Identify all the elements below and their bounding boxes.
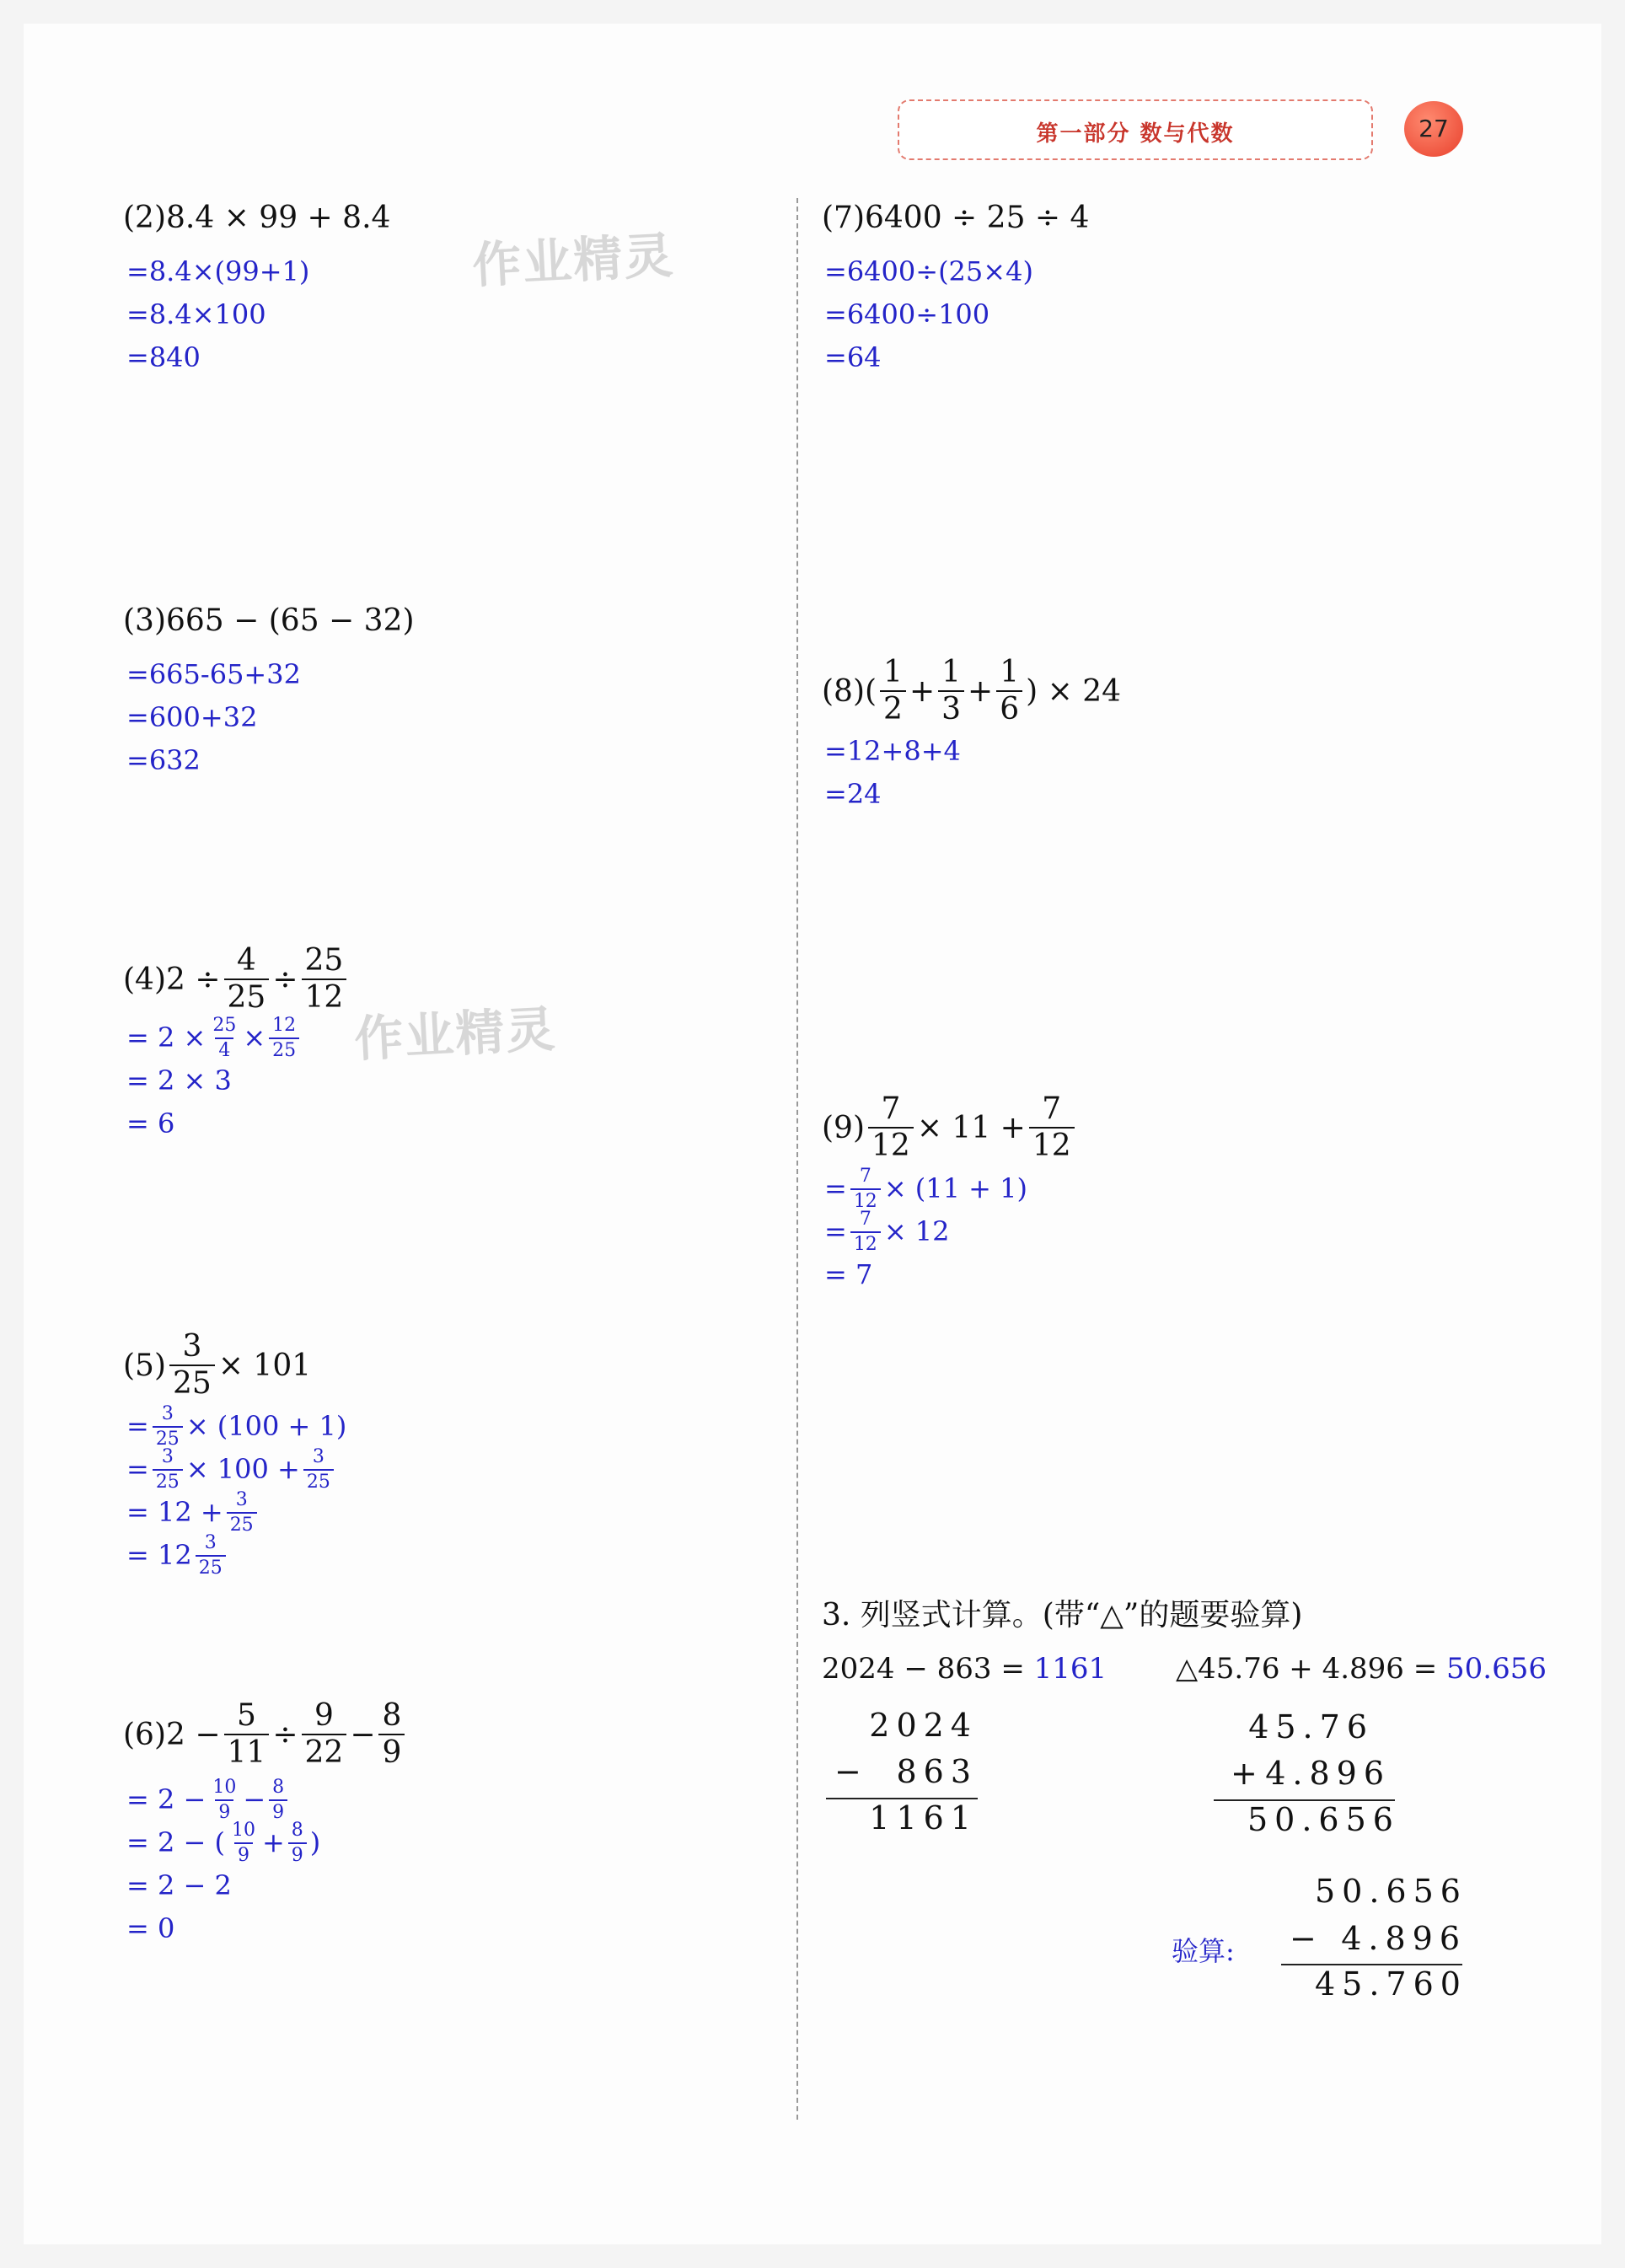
fraction <box>302 1698 347 1770</box>
problem-label: (7) <box>822 201 865 235</box>
answer-step: = 7 <box>824 1258 873 1290</box>
numerator: 3 <box>161 1445 174 1467</box>
problem-label: (5) <box>123 1348 166 1383</box>
fraction <box>303 1445 334 1493</box>
denominator: 2 <box>880 690 906 725</box>
vertical-bottom-number: 4.896 <box>1265 1755 1391 1792</box>
calc-answer: 50.656 <box>1446 1652 1547 1686</box>
step-part: = 2 − ( <box>126 1826 225 1858</box>
answer-step <box>126 1488 346 1536</box>
problem-label: (8)( <box>822 673 877 709</box>
expr-part: 2 − <box>166 1717 221 1752</box>
expr-part: ) × 24 <box>1026 673 1122 709</box>
fraction <box>209 1778 239 1822</box>
vertical-calc-2-header <box>1176 1652 1547 1686</box>
step-part: = 12 + <box>126 1496 223 1528</box>
vertical-operator: − <box>834 1753 868 1790</box>
answer-7 <box>824 250 1033 379</box>
numerator: 1 <box>1000 655 1020 689</box>
expr-part: + <box>968 673 994 709</box>
answer-step <box>824 1167 1027 1210</box>
answer-step <box>126 1821 320 1864</box>
fraction <box>1029 1091 1075 1163</box>
fraction <box>224 943 270 1015</box>
column-divider <box>796 198 798 2120</box>
calc-expression: 2024 − 863 = <box>822 1652 1025 1686</box>
denominator: 6 <box>996 690 1022 725</box>
denominator: 12 <box>302 979 347 1013</box>
check-top-number: 50.656 <box>1315 1873 1467 1910</box>
problem-4 <box>123 943 350 1015</box>
denominator: 12 <box>1029 1127 1075 1161</box>
denominator: 12 <box>868 1127 914 1161</box>
vertical-result: 1161 <box>869 1799 978 1836</box>
numerator: 1 <box>883 655 903 689</box>
numerator: 12 <box>272 1014 297 1036</box>
calc-answer: 1161 <box>1033 1652 1107 1686</box>
problem-label: (3) <box>123 603 166 638</box>
answer-step: =12+8+4 <box>824 735 961 767</box>
vertical-operator: + <box>1231 1755 1264 1792</box>
numerator: 8 <box>291 1819 303 1841</box>
vertical-bottom-number: 863 <box>896 1753 978 1790</box>
answer-step <box>126 1402 347 1450</box>
numerator: 10 <box>231 1819 255 1841</box>
denominator: 25 <box>303 1469 334 1492</box>
step-part: = 2 − <box>126 1783 206 1815</box>
fraction <box>227 1488 257 1536</box>
expr-part: ÷ <box>272 962 298 997</box>
section-3-title: 3. 列竖式计算。(带“△”的题要验算) <box>822 1598 1303 1633</box>
answer-9 <box>824 1167 1027 1296</box>
denominator: 9 <box>269 1799 287 1822</box>
fraction <box>880 657 906 725</box>
fraction <box>938 657 964 725</box>
fraction <box>169 1329 215 1401</box>
check-result: 45.760 <box>1315 1965 1467 2003</box>
problem-6 <box>123 1698 408 1770</box>
problem-2 <box>123 201 390 235</box>
answer-step: = 6 <box>126 1107 175 1139</box>
problem-7 <box>822 201 1089 235</box>
denominator: 25 <box>153 1426 183 1449</box>
section-header <box>898 99 1373 160</box>
numerator: 7 <box>859 1165 871 1187</box>
expr-part: × 101 <box>217 1348 312 1383</box>
answer-step: = 2 × 3 <box>126 1064 232 1096</box>
denominator: 25 <box>169 1365 215 1399</box>
numerator: 3 <box>204 1531 217 1553</box>
denominator: 9 <box>234 1842 253 1865</box>
fraction <box>196 1531 226 1579</box>
numerator: 3 <box>312 1445 324 1467</box>
numerator: 8 <box>382 1698 402 1733</box>
expr-part: 2 ÷ <box>166 962 221 997</box>
answer-step: =632 <box>126 744 201 776</box>
numerator: 25 <box>212 1014 237 1036</box>
answer-step <box>126 1445 346 1493</box>
step-part: × 12 <box>883 1215 950 1247</box>
step-part: = 12 <box>126 1539 192 1571</box>
step-part: = <box>126 1453 149 1485</box>
answer-step: =665-65+32 <box>126 658 301 690</box>
step-part: × <box>243 1021 266 1054</box>
expr-part: − <box>350 1717 376 1752</box>
fraction <box>996 657 1022 725</box>
answer-step <box>126 1778 320 1821</box>
fraction <box>228 1821 259 1865</box>
denominator: 25 <box>224 979 270 1013</box>
problem-3 <box>123 603 415 638</box>
answer-step <box>126 1531 346 1579</box>
problem-5 <box>123 1329 312 1401</box>
problem-expression: 665 − (65 − 32) <box>166 603 415 638</box>
vertical-result: 50.656 <box>1247 1801 1400 1838</box>
step-part: = <box>824 1215 847 1247</box>
answer-2 <box>126 250 309 379</box>
expr-part: ÷ <box>272 1717 298 1752</box>
answer-step: =24 <box>824 778 882 810</box>
answer-step: = 2 − 2 <box>126 1869 232 1901</box>
denominator: 9 <box>288 1842 307 1865</box>
step-part: = <box>824 1172 847 1204</box>
step-part: − <box>243 1783 266 1815</box>
numerator: 5 <box>236 1698 256 1733</box>
answer-5 <box>126 1402 347 1579</box>
denominator: 3 <box>938 690 964 725</box>
step-part: × 100 + <box>185 1453 300 1485</box>
step-part: = 2 × <box>126 1021 206 1054</box>
problem-label: (4) <box>123 962 166 997</box>
numerator: 3 <box>161 1402 174 1424</box>
problem-label: (9) <box>822 1110 865 1145</box>
answer-3 <box>126 653 301 782</box>
fraction <box>153 1445 183 1493</box>
step-part: = <box>126 1410 149 1442</box>
watermark: 作业精灵 <box>352 1000 558 1069</box>
fraction <box>302 943 347 1015</box>
numerator: 4 <box>236 943 256 978</box>
denominator: 9 <box>378 1734 405 1768</box>
vertical-top-number: 45.76 <box>1248 1708 1374 1745</box>
step-part: × (100 + 1) <box>185 1410 347 1442</box>
fraction <box>378 1698 405 1770</box>
check-bottom-number: 4.896 <box>1341 1920 1467 1957</box>
fraction <box>224 1698 270 1770</box>
answer-step: =64 <box>824 341 882 373</box>
expr-part: × 11 + <box>916 1110 1026 1145</box>
numerator: 7 <box>881 1091 901 1126</box>
problem-label: (2) <box>123 201 166 235</box>
answer-8 <box>824 730 961 816</box>
numerator: 7 <box>859 1208 871 1230</box>
numerator: 7 <box>1042 1091 1062 1126</box>
problem-label: (6) <box>123 1717 166 1752</box>
fraction <box>850 1210 881 1254</box>
fraction <box>209 1016 239 1060</box>
vertical-top-number: 2024 <box>869 1707 978 1744</box>
problem-8 <box>822 657 1121 725</box>
denominator: 25 <box>227 1512 257 1535</box>
check-operator: − <box>1290 1920 1323 1957</box>
fraction <box>269 1016 299 1060</box>
answer-step: =600+32 <box>126 701 258 733</box>
numerator: 8 <box>272 1776 285 1798</box>
check-label: 验算: <box>1172 1935 1235 1967</box>
calc-expression: △45.76 + 4.896 = <box>1176 1652 1438 1686</box>
header-title: 第一部分 数与代数 <box>1036 121 1235 147</box>
denominator: 9 <box>215 1799 233 1822</box>
answer-step: = 0 <box>126 1912 175 1944</box>
step-part: ) <box>309 1826 321 1858</box>
numerator: 25 <box>304 943 344 978</box>
problem-expression: 8.4 × 99 + 8.4 <box>166 201 391 235</box>
answer-step: =6400÷100 <box>824 298 990 330</box>
numerator: 10 <box>212 1776 237 1798</box>
denominator: 12 <box>850 1188 881 1211</box>
denominator: 22 <box>302 1734 347 1768</box>
page-number: 27 <box>1404 101 1463 157</box>
problem-expression: 6400 ÷ 25 ÷ 4 <box>865 201 1090 235</box>
numerator: 9 <box>314 1698 334 1733</box>
vertical-calc-1-header <box>822 1652 1107 1686</box>
denominator: 4 <box>215 1037 233 1060</box>
denominator: 25 <box>269 1037 299 1060</box>
denominator: 11 <box>224 1734 270 1768</box>
numerator: 1 <box>941 655 962 689</box>
expr-part: + <box>909 673 936 709</box>
answer-step: =6400÷(25×4) <box>824 255 1033 287</box>
step-part: × (11 + 1) <box>883 1172 1027 1204</box>
problem-9 <box>822 1091 1078 1163</box>
numerator: 3 <box>182 1329 202 1364</box>
answer-step <box>824 1210 1027 1253</box>
answer-step <box>126 1016 303 1059</box>
answer-6 <box>126 1778 320 1950</box>
fraction <box>868 1091 914 1163</box>
numerator: 3 <box>235 1488 248 1510</box>
answer-step: =8.4×(99+1) <box>126 255 310 287</box>
step-part: + <box>261 1826 285 1858</box>
denominator: 25 <box>153 1469 183 1492</box>
denominator: 25 <box>196 1555 226 1578</box>
fraction <box>269 1778 287 1822</box>
answer-4 <box>126 1016 303 1145</box>
fraction <box>288 1821 307 1865</box>
watermark: 作业精灵 <box>470 226 676 295</box>
answer-step: =840 <box>126 341 201 373</box>
answer-step: =8.4×100 <box>126 298 266 330</box>
fraction <box>153 1402 183 1450</box>
fraction <box>850 1167 881 1211</box>
denominator: 12 <box>850 1231 881 1254</box>
